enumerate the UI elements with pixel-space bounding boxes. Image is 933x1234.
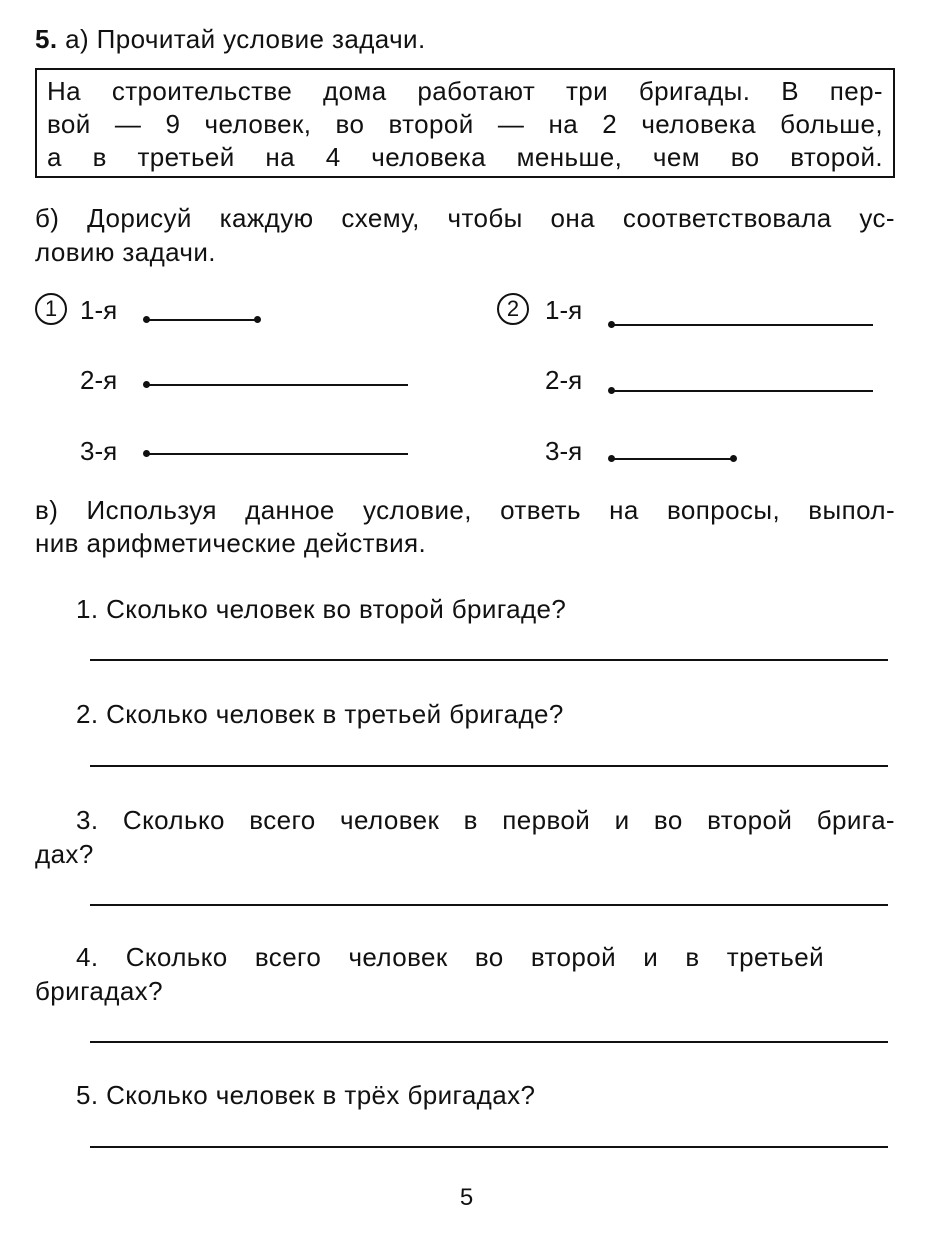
scheme-2-segment-1 [611,324,873,326]
answer-line-2[interactable] [90,765,888,767]
segment-end-point [730,455,737,462]
answer-line-5[interactable] [90,1146,888,1148]
problem-line: а в третьей на 4 человека меньше, чем во второй. [47,142,883,172]
answer-line-1[interactable] [90,659,888,661]
part-b-instruction-cont: ловию задачи. [35,237,216,267]
question-4-cont: бригадах? [35,976,163,1006]
question-1: 1. Сколько человек во второй бригаде? [76,594,567,624]
question-3-cont: дах? [35,839,94,869]
question-3: 3. Сколько всего человек в первой и во второй брига- [76,805,895,835]
part-v-instruction: в) Используя данное условие, ответь на вопросы, выпол- [35,495,895,525]
scheme-1-segment-2 [146,384,408,386]
question-5: 5. Сколько человек в трёх бригадах? [76,1080,536,1110]
question-2: 2. Сколько человек в третьей бригаде? [76,699,564,729]
scheme-2-marker: 2 [497,293,529,325]
exercise-number: 5. [35,24,58,54]
scheme-2-segment-3 [611,458,734,460]
part-b-instruction: б) Дорисуй каждую схему, чтобы она соответствовала ус- [35,203,895,233]
scheme-1-row-label: 1-я [80,295,118,325]
question-4: 4. Сколько всего человек во второй и в третьей [76,942,824,972]
part-a-instruction: а) Прочитай условие задачи. [65,24,426,54]
problem-line: На строительстве дома работают три бригады. В пер- [47,76,883,106]
segment-end-point [254,316,261,323]
scheme-1-segment-1 [146,319,258,321]
scheme-2-row-label: 1-я [545,295,583,325]
scheme-1-row-label: 3-я [80,436,118,466]
page-number: 5 [459,1184,474,1211]
exercise-header [35,23,426,55]
scheme-2-row-label: 2-я [545,365,583,395]
scheme-1-segment-3 [146,453,408,455]
scheme-2-row-label: 3-я [545,436,583,466]
scheme-2-segment-2 [611,390,873,392]
problem-box [35,68,895,178]
scheme-1-row-label: 2-я [80,365,118,395]
part-v-instruction-cont: нив арифметические действия. [35,528,427,558]
scheme-1-marker: 1 [35,293,67,325]
answer-line-3[interactable] [90,904,888,906]
answer-line-4[interactable] [90,1041,888,1043]
problem-line: вой — 9 человек, во второй — на 2 человека больше, [47,109,883,139]
